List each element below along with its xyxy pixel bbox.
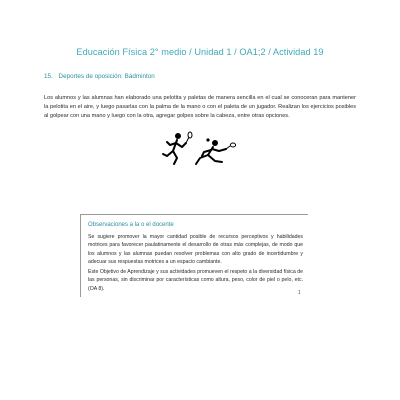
- teacher-notes-paragraph-1: Se sugiere promover la mayor cantidad posible de recursos perceptivos y habilidades motrices para favorecer paulatinamente el desarrollo de otras más complejas, de modo que los alumnos y las alumnas puedan resolver problemas con alto grado de incertidumbre y adecuar sus respuestas motrices a un espacio cambiante.: [88, 234, 303, 266]
- section-title-text: Deportes de oposición: Bádminton: [58, 73, 155, 80]
- page-header-title: Educación Física 2° medio / Unidad 1 / OA1;2 / Actividad 19: [76, 47, 324, 57]
- section-heading: [44, 73, 155, 80]
- badminton-players-illustration: [158, 131, 242, 175]
- section-number: 15.: [44, 73, 53, 80]
- teacher-notes-title: Observaciones a la o el docente: [88, 222, 174, 228]
- badminton-players-icon: [158, 131, 242, 175]
- intro-paragraph: Los alumnos y las alumnas han elaborado una pelotita y paletas de manera sencilla en el cual se conoceran para mantener la pelotita en el aire, y luego pasarlas con la palma de la mano o con el paleta de un jugador. Realizan los ejercicios posibles al golpear con una mano y luego con la otra, agregar golpes sobre la cabeza, entre otras opciones.: [44, 95, 356, 119]
- page-number: 1: [298, 290, 301, 296]
- teacher-notes-box: [80, 214, 308, 297]
- teacher-notes-paragraph-2: Este Objetivo de Aprendizaje y sus actividades promueven el respeto a la diversidad física de las personas, sin discriminar por características como altura, peso, color de piel o pelo, etc. (OA 8).: [88, 269, 303, 292]
